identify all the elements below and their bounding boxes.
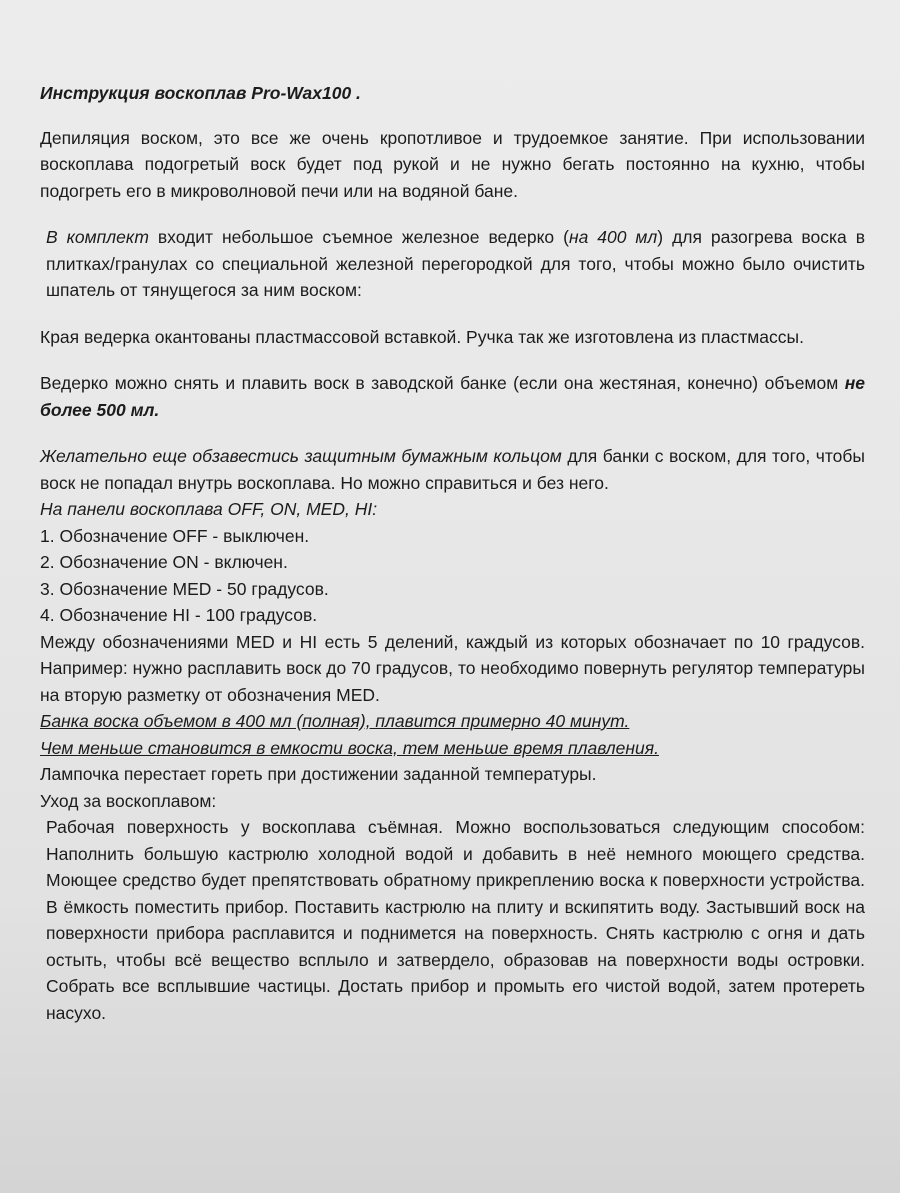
bucket-remove-text: Ведерко можно снять и плавить воск в заводской банке (если она жестяная, конечно) объемом: [40, 373, 845, 393]
document-title: Инструкция воскоплав Pro-Wax100 .: [40, 83, 361, 103]
list-item: 4. Обозначение HI - 100 градусов.: [40, 605, 318, 625]
paper-ring-text: для банки с воском, для того, чтобы воск не попадал внутрь воскоплава. Но можно справиться и без него.: [40, 446, 865, 493]
kit-text-1: входит небольшое съемное железное ведерко (: [148, 227, 569, 247]
bucket-max-volume: не более 500 мл.: [40, 373, 865, 420]
care-heading: Уход за воскоплавом:: [40, 790, 217, 811]
kit-paragraph: [40, 224, 865, 304]
bucket-remove-paragraph: [40, 370, 865, 423]
lamp-note: Лампочка перестает гореть при достижении заданной температуры.: [40, 764, 597, 784]
list-item: 3. Обозначение MED - 50 градусов.: [40, 578, 329, 599]
kit-text-2: ) для разогрева воска в плитках/гранулах со специальной железной перегородкой для того, чтобы можно было очистить шпатель от тянущегося за ним воском:: [46, 227, 866, 300]
list-item: 2. Обозначение ON - включен.: [40, 552, 288, 572]
paper-ring-lead: Желательно еще обзавестись защитным бумажным кольцом: [40, 446, 562, 466]
kit-volume: на 400 мл: [568, 227, 658, 247]
instruction-document: [40, 68, 865, 1026]
melt-less-note: Чем меньше становится в емкости воска, тем меньше время плавления.: [40, 737, 659, 758]
kit-lead: В комплект: [46, 227, 149, 247]
intro-paragraph: Депиляция воском, это все же очень кропотливое и трудоемкое занятие. При использовании воскоплава подогретый воск будет под рукой и не нужно бегать постоянно на кухню, чтобы подогреть его в микроволновой печи или на водяной бане.: [40, 127, 865, 201]
melt-time-note: Банка воска объемом в 400 мл (полная), плавится примерно 40 минут.: [40, 711, 630, 731]
list-item: 1. Обозначение OFF - выключен.: [40, 525, 310, 546]
paper-ring-paragraph: [40, 443, 865, 496]
panel-modes-list: [40, 523, 865, 629]
divisions-paragraph: Между обозначениями MED и HI есть 5 делений, каждый из которых обозначает по 10 градусов. Например: нужно расплавить воск до 70 градусов, то необходимо повернуть регулятор температуры на вторую разметку от обозначения MED.: [40, 631, 865, 705]
panel-heading: На панели воскоплава OFF, ON, MED, HI:: [40, 499, 378, 519]
care-paragraph: Рабочая поверхность у воскоплава съёмная. Можно воспользоваться следующим способом: Наполнить большую кастрюлю холодной водой и добавить в неё немного моющего средства. Моющее средство будет препятствовать обратному прикреплению воска к поверхности устройства. В ёмкость поместить прибор. Поставить кастрюлю на плиту и вскипятить воду. Застывший воск на поверхности прибора расплавится и поднимется на поверхность. Снять кастрюлю с огня и дать остыть, чтобы всё вещество всплыло и затвердело, образовав на поверхности воды островки. Собрать все всплывшие частицы. Достать прибор и промыть его чистой водой, затем протереть насухо.: [46, 817, 865, 1023]
bucket-edges-paragraph: Края ведерка окантованы пластмассовой вставкой. Ручка так же изготовлена из пластмассы.: [40, 326, 804, 347]
